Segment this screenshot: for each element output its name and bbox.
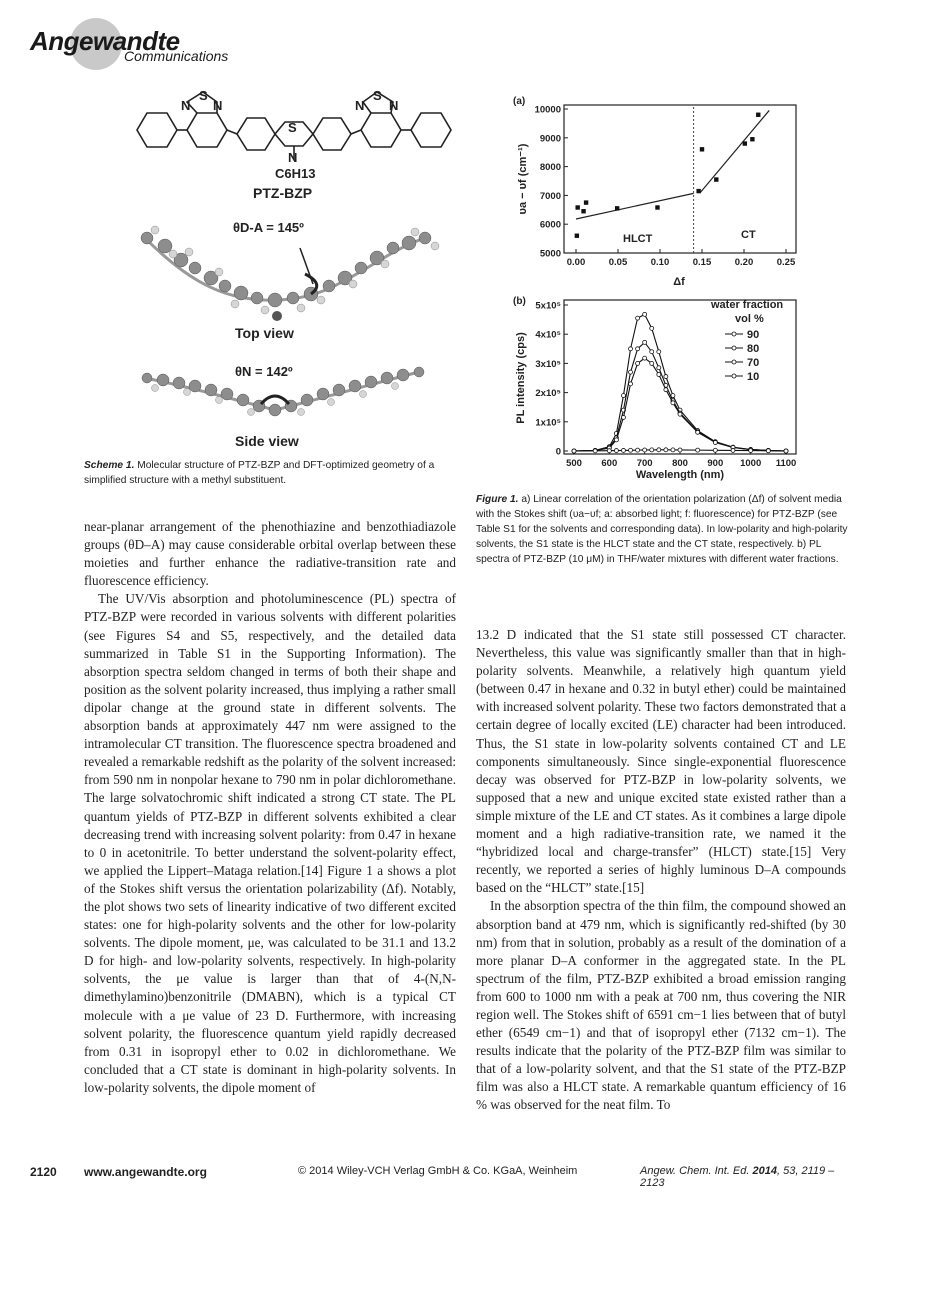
panel-b-ylabel: PL intensity (cps) (515, 332, 527, 424)
panel-a-frame (564, 105, 796, 253)
panel-b-series-point (696, 448, 700, 452)
panel-a-data-point (750, 137, 754, 141)
panel-b-series-point (629, 382, 633, 386)
panel-b-xtick-label: 1000 (740, 458, 762, 469)
panel-b-series-point (657, 372, 661, 376)
journal-logo-subtitle: Communications (124, 48, 229, 64)
page-number: 2120 (30, 1165, 57, 1179)
panel-b-series-point (629, 448, 633, 452)
figure-caption-label: Figure 1. (476, 494, 519, 505)
panel-a-chart (517, 105, 796, 289)
footer-website-link[interactable]: www.angewandte.org (84, 1165, 207, 1179)
panel-b-series-point (784, 449, 788, 453)
legend-label: 10 (747, 371, 760, 383)
legend-label: 80 (747, 343, 760, 355)
panel-a-ytick-label: 10000 (534, 104, 561, 116)
right-text-column (476, 626, 846, 1115)
panel-a-xtick-label: 0.20 (734, 257, 754, 268)
svg-text:N: N (288, 150, 298, 165)
panel-a-fit-line-low (576, 193, 694, 219)
panel-b-series-point (713, 441, 717, 445)
panel-b-series-point (636, 448, 640, 452)
panel-a-data-point (584, 200, 588, 204)
side-view-label: Side view (235, 433, 299, 449)
panel-b-series-point (664, 448, 668, 452)
panel-b-xtick-label: 1100 (775, 458, 797, 469)
figure-caption-text: a) Linear correlation of the orientation polarization (Δf) of solvent media with the Stokes shift (υa−υf; a: absorbed light; f: fluorescence) for PTZ-BZP (see Table S1 for the solvents and corresponding data). In low-polarity and high-polarity solvents, the S1 state is the HLCT state and the CT state, respectively. b) PL spectra of PTZ-BZP (10 μM) in THF/water mixtures with different water fractions. (476, 494, 848, 565)
top-view-label: Top view (235, 325, 294, 341)
legend-unit: vol % (735, 313, 764, 325)
panel-b-xtick-label: 800 (672, 458, 688, 469)
panel-a-data-point (615, 206, 619, 210)
panel-a-data-point (575, 205, 579, 209)
panel-a-data-point (575, 234, 579, 238)
panel-b-series-point (696, 430, 700, 434)
scheme-caption-text: Molecular structure of PTZ-BZP and DFT-optimized geometry of a simplified structure with a methyl substituent. (84, 460, 435, 486)
panel-b-ytick-label: 0 (555, 446, 561, 458)
panel-a-data-point (581, 209, 585, 213)
panel-b-series-point (593, 449, 597, 453)
panel-a-label: (a) (513, 96, 526, 107)
panel-b-ytick-label: 4x10⁵ (535, 329, 561, 341)
legend-title: water fraction (711, 299, 784, 311)
panel-b-series-point (629, 370, 633, 374)
right-paragraph-1: 13.2 D indicated that the S1 state still possessed CT character. Nevertheless, this value was significantly smaller than that in high-polarity solvents. Meanwhile, a relatively high quantum yield (between 0.47 in hexane and 0.32 in butyl ether) could be maintained with increased solvent polarity. These two factors demonstrated that a certain degree of locally excited (LE) character had been introduced. Thus, the S1 state in low-polarity solvents contained CT and LE components simultaneously. Since single-exponential fluorescence decay was observed for PTZ-BZP in low-polarity solvents, we supposed that a new and unique excited state existed rather than a simple mixture of the LE and CT states. As it combines a large dipole moment and a high radiative-transition rate, we named it the “hybridized local and charge-transfer” (HLCT) state.[15] Very recently, we reported a series of highly luminous D–A compounds based on the “HLCT” state.[15] (476, 627, 846, 896)
panel-b-xtick-label: 700 (636, 458, 653, 469)
panel-a-ytick-label: 6000 (539, 219, 561, 231)
panel-b-series-point (657, 448, 661, 452)
substituent-label: C6H13 (275, 166, 316, 181)
panel-b-series-point (664, 388, 668, 392)
panel-b-series-point (607, 449, 611, 453)
panel-b-xtick-label: 900 (707, 458, 724, 469)
footer-journal: Angew. Chem. Int. Ed. (640, 1165, 750, 1177)
footer-year: 2014 (752, 1165, 777, 1177)
panel-b-series-point (621, 415, 625, 419)
panel-a-xtick-label: 0.25 (776, 257, 796, 268)
legend-marker (732, 346, 736, 350)
right-paragraph-2: In the absorption spectra of the thin film, the compound showed an absorption band at 479 nm, which is significantly red-shifted (by 30 nm) from that in solution, probably as a result of the domination of a more planar D–A conformer in the aggregated state. In the PL spectrum of the film, PTZ-BZP exhibited a broad emission ranging from 600 to 1000 nm with a peak at 700 nm, thus covering the NIR region well. The Stokes shift of 6591 cm−1 lies between that of butyl ether (6549 cm−1) and that of isopropyl ether (7132 cm−1). The results indicate that the polarity of the PTZ-BZP film was similar to that of a low-polarity solvent, and that the S1 state of the PTZ-BZP film was also a HLCT state. A remarkable quantum efficiency of 16 % was observed for the neat film. To (476, 898, 846, 1113)
panel-a-xtick-label: 0.05 (608, 257, 628, 268)
panel-b-ytick-label: 3x10⁵ (535, 358, 561, 370)
panel-b-series-point (678, 412, 682, 416)
panel-b-series-point (636, 361, 640, 365)
panel-b-series-point (657, 350, 661, 354)
panel-b-series-point (643, 340, 647, 344)
region-label-ct: CT (741, 229, 756, 241)
footer-volume-pages: , 53, 2119 –2123 (640, 1165, 835, 1189)
panel-b-series-point (678, 448, 682, 452)
panel-b-series-point (650, 448, 654, 452)
panel-b-series-point (657, 366, 661, 370)
theta-n-label: θN = 142º (235, 364, 293, 379)
panel-a-ytick-label: 7000 (539, 190, 561, 202)
panel-a-xlabel: Δf (673, 276, 685, 288)
panel-b-label: (b) (513, 296, 526, 307)
panel-a-ytick-label: 5000 (539, 248, 561, 260)
legend-label: 70 (747, 357, 760, 369)
left-paragraph-1: near-planar arrangement of the phenothiazine and benzothiadiazole groups (θD–A) may cause considerable orbital overlap between these moieties and further enhance the radiative-transition rate and fluorescence efficiency. (84, 519, 456, 589)
panel-b-series-point (713, 448, 717, 452)
panel-b-series-point (636, 347, 640, 351)
panel-a-data-point (700, 147, 704, 151)
panel-b-ytick-label: 2x10⁵ (535, 388, 561, 400)
panel-b-series-point (650, 326, 654, 330)
top-view-model (141, 226, 439, 321)
panel-b-series-point (621, 448, 625, 452)
panel-b-series-point (643, 448, 647, 452)
compound-label: PTZ-BZP (253, 185, 313, 201)
svg-text:S: S (373, 88, 382, 103)
panel-a-ytick-label: 8000 (539, 162, 561, 174)
scheme-caption (84, 458, 458, 488)
panel-b-xtick-label: 600 (601, 458, 618, 469)
svg-text:S: S (199, 88, 208, 103)
legend-marker (732, 360, 736, 364)
panel-b-series-point (749, 449, 753, 453)
panel-b-chart (515, 299, 796, 481)
svg-text:N: N (355, 98, 365, 113)
panel-a-ytick-label: 9000 (539, 133, 561, 145)
left-paragraph-2: The UV/Vis absorption and photoluminescence (PL) spectra of PTZ-BZP were recorded in various solvents with different polarities (see Figures S4 and S5, respectively, and the detailed data summarized in Table S1 in the Supporting Information). The absorption spectra seldom changed in terms of both their shape and position as the solvent polarity increased, thus implying a rather small dipolar change at the ground state in different solvents. The absorption bands at approximately 447 nm were assigned to the intramolecular CT transition. The fluorescence spectra broadened and revealed a remarkable redshift as the polarity of the solvent increased: from 590 nm in nonpolar hexane to 790 nm in polar dichloromethane. The large solvatochromic shift indicated a strong CT state. The PL quantum yields of PTZ-BZP in different solvents exhibited a clear decreasing trend with increasing solvent polarity: from 0.47 in hexane to 0 in acetonitrile. To better understand the solvent-polarity effect, we applied the Lippert–Mataga relation.[14] Figure 1 a shows a plot of the Stokes shift versus the orientation polarizability (Δf). Notably, the plot shows two sets of linearity indicative of two different excited states: one for high-polarity solvents and the other for low-polarity solvents. The dipole moment, μe, was calculated to be 31.1 and 13.2 D for high- and low-polarity solvents, respectively. In high-polarity solvents, the μe value is larger than that of 4-(N,N-dimethylamino)benzonitrile (DMABN), which is a typical CT molecule with a μe value of 23 D. Furthermore, with increasing solvent polarity, the fluorescence quantum yield rapidly decreased from 0.31 in isopropyl ether to 0.02 in dichloromethane. We concluded that a CT state is dominant in high-polarity solvents. In low-polarity solvents, the dipole moment of (84, 591, 456, 1095)
panel-a-xtick-label: 0.00 (566, 257, 586, 268)
figure-1-charts (505, 90, 825, 485)
region-label-hlct: HLCT (623, 233, 653, 245)
panel-b-series-point (650, 361, 654, 365)
figure-caption (476, 492, 854, 567)
panel-a-data-point (696, 189, 700, 193)
svg-text:N: N (213, 98, 223, 113)
panel-a-data-point (756, 113, 760, 117)
legend-marker (732, 332, 736, 336)
panel-a-data-point (714, 177, 718, 181)
legend-marker (732, 374, 736, 378)
panel-b-series-point (643, 312, 647, 316)
panel-b-ytick-label: 1x10⁵ (535, 417, 561, 429)
svg-text:S: S (288, 120, 297, 135)
panel-a-data-point (655, 205, 659, 209)
panel-b-series-point (766, 449, 770, 453)
panel-a-xtick-label: 0.10 (650, 257, 670, 268)
legend-label: 90 (747, 329, 760, 341)
panel-b-series-point (664, 375, 668, 379)
panel-b-series-point (572, 449, 576, 453)
svg-text:N: N (389, 98, 399, 113)
scheme-caption-label: Scheme 1. (84, 460, 135, 471)
scheme-molecule-figure (125, 88, 455, 463)
panel-a-data-point (743, 141, 747, 145)
panel-a-fit-line-high (700, 110, 769, 192)
panel-b-series-point (731, 448, 735, 452)
panel-b-xtick-label: 500 (566, 458, 582, 469)
svg-text:N: N (181, 98, 191, 113)
theta-da-label: θD-A = 145º (233, 220, 304, 235)
panel-b-series-point (621, 394, 625, 398)
panel-b-series-point (614, 449, 618, 453)
panel-a-ylabel: υa − υf (cm⁻¹) (517, 143, 529, 215)
panel-b-series-point (614, 438, 618, 442)
journal-logo-title: Angewandte (30, 26, 180, 56)
panel-b-series-point (636, 316, 640, 320)
panel-b-ytick-label: 5x10⁵ (535, 300, 561, 312)
panel-b-series-point (643, 356, 647, 360)
panel-b-xlabel: Wavelength (nm) (635, 469, 725, 481)
footer-copyright: © 2014 Wiley-VCH Verlag GmbH & Co. KGaA, Weinheim (298, 1165, 578, 1177)
left-text-column (84, 518, 456, 1097)
panel-b-series-point (671, 448, 675, 452)
footer-citation (640, 1165, 850, 1189)
panel-b-series-point (650, 350, 654, 354)
panel-a-xtick-label: 0.15 (692, 257, 712, 268)
panel-b-series-point (671, 401, 675, 405)
panel-b-series-point (629, 347, 633, 351)
